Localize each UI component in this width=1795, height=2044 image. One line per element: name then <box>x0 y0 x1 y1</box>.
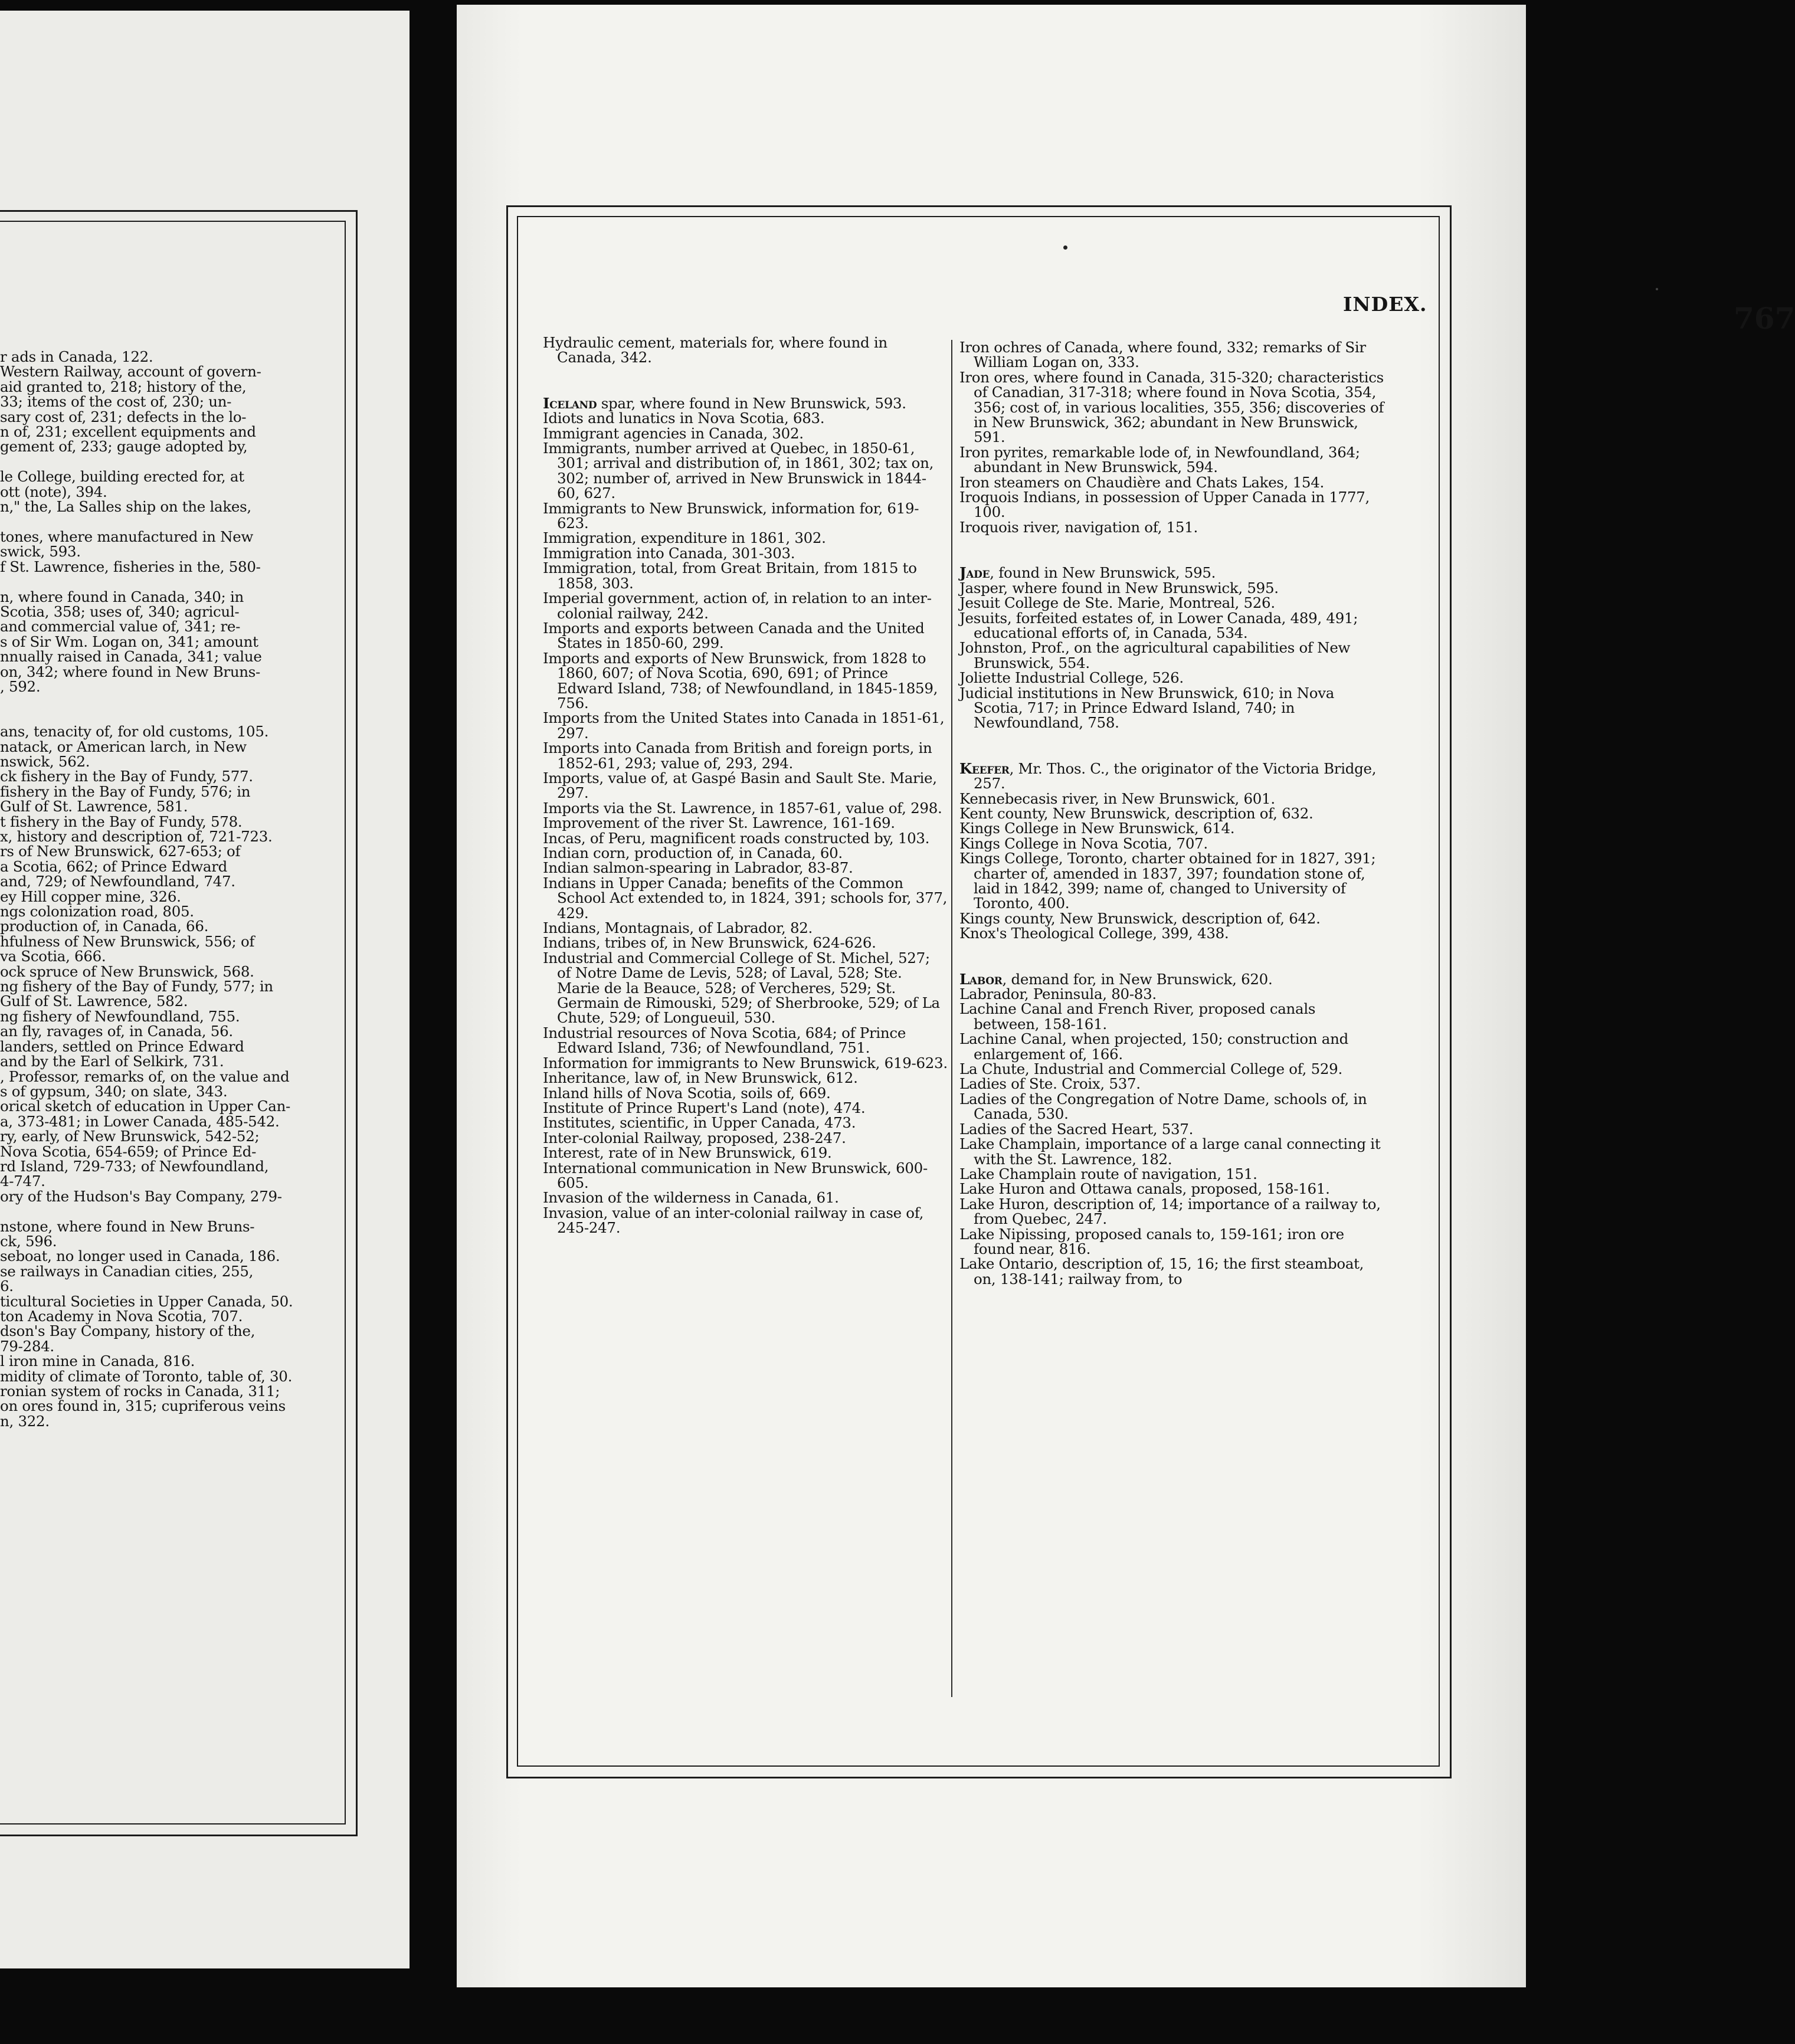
index-entry <box>959 1256 1384 1286</box>
left-page-line: nswick, 562. <box>0 752 90 770</box>
left-page-line: Nova Scotia, 654-659; of Prince Ed- <box>0 1142 257 1160</box>
index-entry-text: , found in New Brunswick, 595. <box>990 564 1216 582</box>
left-page-line: , 592. <box>0 677 41 695</box>
left-facing-page <box>0 11 410 1968</box>
index-entry-text: Ladies of the Sacred Heart, 537. <box>959 1120 1194 1138</box>
index-entry-text: Invasion of the wilderness in Canada, 61. <box>543 1189 839 1207</box>
index-entry-text: , demand for, in New Brunswick, 620. <box>1002 970 1273 988</box>
left-page-line: on, 342; where found in New Bruns- <box>0 663 261 680</box>
index-entry <box>543 441 948 501</box>
index-entry <box>959 761 1384 791</box>
left-page-line: and commercial value of, 341; re- <box>0 618 241 636</box>
index-entry <box>959 611 1384 641</box>
left-page-line: seboat, no longer used in Canada, 186. <box>0 1247 280 1265</box>
index-entry <box>543 876 948 921</box>
index-entry-text: Judicial institutions in New Brunswick, 610; in Nova Scotia, 717; in Prince Edward Island, 740; in Newfoundland, 758. <box>959 684 1335 732</box>
index-entry-text: Improvement of the river St. Lawrence, 161-169. <box>543 814 895 832</box>
index-entry-text: Ladies of the Congregation of Notre Dame, schools of, in Canada, 530. <box>959 1090 1367 1123</box>
index-entry-text: Industrial and Commercial College of St. Michel, 527; of Notre Dame de Levis, 528; of Laval, 528; Ste. Marie de la Beauce, 528; of Vercheres, 529; St. Germain de Rimouski, 529; of Sherbrooke, 529; of La Chute, 529; of Longueuil, 530. <box>543 949 940 1027</box>
index-entry-text: Imports and exports between Canada and the United States in 1850-60, 299. <box>543 619 925 652</box>
index-entry <box>959 1136 1384 1167</box>
index-entry-text: Ladies of Ste. Croix, 537. <box>959 1075 1141 1093</box>
index-entry-text: Invasion, value of an inter-colonial railway in case of, 245-247. <box>543 1204 924 1237</box>
index-entry <box>543 860 948 875</box>
index-entry <box>959 670 1384 685</box>
index-entry <box>543 710 948 741</box>
index-entry <box>543 1131 948 1145</box>
index-entry-text: Lachine Canal and French River, proposed canals between, 158-161. <box>959 1000 1316 1033</box>
index-entry <box>543 411 948 425</box>
index-entry <box>959 1031 1384 1062</box>
index-entry-text: Joliette Industrial College, 526. <box>959 669 1184 687</box>
index-entry-text: Lachine Canal, when projected, 150; construction and enlargement of, 166. <box>959 1030 1348 1063</box>
index-entry <box>959 1062 1384 1076</box>
index-entry <box>543 530 948 545</box>
left-page-line: nnually raised in Canada, 341; value <box>0 648 262 666</box>
index-entry <box>959 972 1384 987</box>
index-entry <box>543 771 948 801</box>
left-page-line: 79-284. <box>0 1337 54 1355</box>
left-page-line: va Scotia, 666. <box>0 948 106 965</box>
index-entry-text: Industrial resources of Nova Scotia, 684; of Prince Edward Island, 736; of Newfoundland, 751. <box>543 1024 906 1057</box>
index-entry-text: Indians, tribes of, in New Brunswick, 624-626. <box>543 934 876 952</box>
left-page-line: t fishery in the Bay of Fundy, 578. <box>0 813 243 830</box>
left-page-line: a Scotia, 662; of Prince Edward <box>0 857 227 875</box>
index-entry <box>543 815 948 830</box>
index-entry-text: Kings College in New Brunswick, 614. <box>959 820 1235 837</box>
left-page-line: ey Hill copper mine, 326. <box>0 887 181 905</box>
index-entry <box>543 846 948 860</box>
left-page-line: ry, early, of New Brunswick, 542-52; <box>0 1128 260 1145</box>
left-page-line <box>0 709 330 724</box>
index-entry-text: International communication in New Brunswick, 600-605. <box>543 1159 928 1191</box>
left-page-line: Scotia, 358; uses of, 340; agricul- <box>0 602 240 620</box>
index-entry <box>543 501 948 531</box>
left-page-line: ck fishery in the Bay of Fundy, 577. <box>0 768 253 785</box>
index-entry-text: Lake Nipissing, proposed canals to, 159-161; iron ore found near, 816. <box>959 1225 1344 1257</box>
index-entry-text: Institutes, scientific, in Upper Canada, 473. <box>543 1114 856 1132</box>
left-page-line: and, 729; of Newfoundland, 747. <box>0 873 235 890</box>
index-entry-text: Iron ores, where found in Canada, 315-320; characteristics of Canadian, 317-318; where found in Nova Scotia, 354, 356; cost of, in various localities, 355, 356; discoveries of in New Brunswick, 362; abundant in New Brunswick, 591. <box>959 368 1384 446</box>
left-page-line: fishery in the Bay of Fundy, 576; in <box>0 782 251 800</box>
index-entry-text: Lake Champlain, importance of a large canal connecting it with the St. Lawrence, 182. <box>959 1135 1381 1168</box>
index-entry-text: Hydraulic cement, materials for, where found in Canada, 342. <box>543 334 887 366</box>
left-page-line: dson's Bay Company, history of the, <box>0 1322 256 1340</box>
left-page-line: nstone, where found in New Bruns- <box>0 1217 255 1235</box>
index-entry-text: Lake Huron and Ottawa canals, proposed, 158-161. <box>959 1180 1330 1198</box>
index-entry <box>543 801 948 815</box>
index-entry <box>543 1145 948 1160</box>
letter-section-gap <box>959 731 1384 761</box>
index-entry <box>959 806 1384 821</box>
index-entry <box>959 595 1384 610</box>
index-entry <box>543 741 948 771</box>
left-page-index-fragments <box>0 349 330 1429</box>
index-entry-text: Labrador, Peninsula, 80-83. <box>959 985 1157 1003</box>
index-entry-text: Iron steamers on Chaudière and Chats Lakes, 154. <box>959 473 1324 491</box>
left-page-line: n, where found in Canada, 340; in <box>0 588 244 605</box>
left-page-line: hfulness of New Brunswick, 556; of <box>0 932 255 950</box>
left-page-line: Gulf of St. Lawrence, 582. <box>0 992 188 1010</box>
left-page-line <box>0 454 330 469</box>
page-number: 767 <box>1734 301 1795 336</box>
index-entry <box>959 565 1384 580</box>
index-entry <box>543 426 948 441</box>
index-entry <box>543 1070 948 1085</box>
index-entry-text: Indians in Upper Canada; benefits of the Common School Act extended to, in 1824, 391; schools for, 377, 429. <box>543 874 948 922</box>
index-entry <box>959 370 1384 445</box>
index-entry-text: Kings College in Nova Scotia, 707. <box>959 834 1208 852</box>
index-entry-text: Iron ochres of Canada, where found, 332; remarks of Sir William Logan on, 333. <box>959 339 1366 371</box>
left-page-line <box>0 574 330 589</box>
left-page-line: rd Island, 729-733; of Newfoundland, <box>0 1157 269 1175</box>
index-entry-text: Imports, value of, at Gaspé Basin and Sault Ste. Marie, 297. <box>543 769 937 802</box>
index-entry-text: Immigration into Canada, 301-303. <box>543 544 795 562</box>
index-entry-text: Inland hills of Nova Scotia, soils of, 669. <box>543 1084 831 1102</box>
letter-section-gap <box>543 365 948 396</box>
left-page-line: 6. <box>0 1278 14 1295</box>
left-page-line: ans, tenacity of, for old customs, 105. <box>0 723 269 741</box>
left-page-line: ticultural Societies in Upper Canada, 50. <box>0 1292 293 1310</box>
index-entry-text: Incas, of Peru, magnificent roads constructed by, 103. <box>543 829 930 847</box>
left-page-line: an fly, ravages of, in Canada, 56. <box>0 1023 233 1040</box>
left-page-line: orical sketch of education in Upper Can- <box>0 1098 291 1115</box>
index-entry <box>543 1056 948 1070</box>
index-entry-lead: Labor <box>959 970 1003 988</box>
left-page-line: swick, 593. <box>0 543 81 561</box>
index-entry <box>959 520 1384 535</box>
index-entry <box>543 935 948 950</box>
left-page-line: 33; items of the cost of, 230; un- <box>0 393 232 411</box>
index-entry <box>959 1001 1384 1031</box>
index-entry-lead: Iceland <box>543 394 597 412</box>
left-page-line: se railways in Canadian cities, 255, <box>0 1262 254 1280</box>
left-page-line: n, 322. <box>0 1412 50 1430</box>
left-page-line: tones, where manufactured in New <box>0 528 254 545</box>
index-entry-text: Lake Huron, description of, 14; importance of a railway to, from Quebec, 247. <box>959 1195 1381 1228</box>
index-entry <box>959 490 1384 520</box>
left-page-line <box>0 694 330 709</box>
index-entry-text: Iron pyrites, remarkable lode of, in Newfoundland, 364; abundant in New Brunswick, 594. <box>959 443 1360 476</box>
index-entry <box>543 591 948 621</box>
index-entry-text: Imports into Canada from British and foreign ports, in 1852-61, 293; value of, 293, 294. <box>543 739 932 772</box>
index-entry <box>959 836 1384 851</box>
left-page-line: ng fishery of the Bay of Fundy, 577; in <box>0 978 273 995</box>
index-entry <box>543 1115 948 1130</box>
index-entry <box>959 821 1384 836</box>
index-entry-text: Lake Champlain route of navigation, 151. <box>959 1165 1257 1182</box>
index-entry <box>959 445 1384 475</box>
index-entry-text: Iroquois river, navigation of, 151. <box>959 518 1198 536</box>
index-entry-lead: Keefer <box>959 759 1010 777</box>
index-entry <box>543 1206 948 1236</box>
index-entry-text: Immigrants to New Brunswick, information for, 619-623. <box>543 499 919 532</box>
index-entry-text: Information for immigrants to New Brunswick, 619-623. <box>543 1054 948 1072</box>
index-entry <box>959 340 1384 370</box>
left-page-line: rs of New Brunswick, 627-653; of <box>0 843 241 860</box>
index-entry <box>959 581 1384 595</box>
print-speck <box>1656 288 1658 290</box>
index-entry-text: Jesuit College de Ste. Marie, Montreal, 526. <box>959 594 1275 612</box>
print-speck <box>1063 245 1067 250</box>
index-entry-text: Kings College, Toronto, charter obtained for in 1827, 391; charter of, amended in 1837, 397; foundation stone of, laid in 1842, 399; name of, changed to University of Toronto, 400. <box>959 850 1376 912</box>
index-entry <box>959 1122 1384 1136</box>
index-entry <box>959 1076 1384 1091</box>
left-page-line: natack, or American larch, in New <box>0 738 247 755</box>
left-page-line: ock spruce of New Brunswick, 568. <box>0 962 254 980</box>
left-page-line <box>0 514 330 529</box>
index-entry <box>543 546 948 561</box>
index-entry <box>959 686 1384 731</box>
index-entry-text: Inheritance, law of, in New Brunswick, 612. <box>543 1069 858 1087</box>
left-page-line: Western Railway, account of govern- <box>0 363 261 381</box>
index-entry-text: Idiots and lunatics in Nova Scotia, 683. <box>543 410 825 427</box>
index-entry-text: Imports and exports of New Brunswick, from 1828 to 1860, 607; of Nova Scotia, 690, 691; of Prince Edward Island, 738; of Newfoundland, in 1845-1859, 756. <box>543 649 938 712</box>
index-entry <box>543 1190 948 1205</box>
index-entry-text: Kent county, New Brunswick, description of, 632. <box>959 804 1314 822</box>
index-entry <box>959 791 1384 806</box>
index-entry-text: Jesuits, forfeited estates of, in Lower Canada, 489, 491; educational efforts of, in Canada, 534. <box>959 609 1358 641</box>
index-entry <box>543 921 948 935</box>
index-entry <box>959 911 1384 926</box>
index-entry-text: Jasper, where found in New Brunswick, 595. <box>959 579 1279 597</box>
index-entry-text: Imports from the United States into Canada in 1851-61, 297. <box>543 709 945 742</box>
left-page-line: ronian system of rocks in Canada, 311; <box>0 1383 280 1400</box>
left-page-line: landers, settled on Prince Edward <box>0 1037 244 1055</box>
index-entry-text: Iroquois Indians, in possession of Upper Canada in 1777, 100. <box>959 489 1370 521</box>
left-page-line: production of, in Canada, 66. <box>0 918 209 935</box>
index-entry-text: Johnston, Prof., on the agricultural capabilities of New Brunswick, 554. <box>959 639 1351 671</box>
left-page-line: gement of, 233; gauge adopted by, <box>0 438 248 456</box>
left-page-line: f St. Lawrence, fisheries in the, 580- <box>0 558 261 575</box>
index-entry-text: Knox's Theological College, 399, 438. <box>959 925 1229 942</box>
left-page-line: x, history and description of, 721-723. <box>0 828 273 845</box>
index-entry-text: Immigration, total, from Great Britain, from 1815 to 1858, 303. <box>543 559 917 592</box>
index-entry-text: Indian salmon-spearing in Labrador, 83-87. <box>543 859 853 877</box>
left-page-line: s of gypsum, 340; on slate, 343. <box>0 1082 228 1100</box>
left-page-line: ton Academy in Nova Scotia, 707. <box>0 1308 243 1325</box>
left-page-line: l iron mine in Canada, 816. <box>0 1352 195 1370</box>
left-page-line: 4-747. <box>0 1172 45 1190</box>
index-entry-lead: Jade <box>959 564 990 582</box>
index-entry-text: Imperial government, action of, in relation to an inter-colonial railway, 242. <box>543 589 932 622</box>
running-head: INDEX. <box>1343 293 1427 316</box>
left-page-line: and by the Earl of Selkirk, 731. <box>0 1053 224 1070</box>
index-entry-text: La Chute, Industrial and Commercial College of, 529. <box>959 1060 1342 1078</box>
index-entry-text: Immigration, expenditure in 1861, 302. <box>543 529 826 547</box>
index-entry <box>543 831 948 846</box>
index-entry-text: Indians, Montagnais, of Labrador, 82. <box>543 919 813 937</box>
index-entry <box>543 621 948 651</box>
index-entry <box>959 1197 1384 1227</box>
index-entry-text: Immigrant agencies in Canada, 302. <box>543 424 804 442</box>
left-page-line: le College, building erected for, at <box>0 468 244 486</box>
index-entry <box>543 1161 948 1191</box>
left-page-line: sary cost of, 231; defects in the lo- <box>0 408 247 425</box>
index-entry-text: Interest, rate of in New Brunswick, 619. <box>543 1144 832 1162</box>
index-entry-text: Lake Ontario, description of, 15, 16; the first steamboat, on, 138-141; railway from, to <box>959 1255 1364 1288</box>
index-entry <box>959 1167 1384 1181</box>
index-entry <box>959 1181 1384 1196</box>
left-page-line: ott (note), 394. <box>0 483 107 500</box>
index-column-right <box>959 340 1384 1286</box>
index-entry-text: spar, where found in New Brunswick, 593. <box>597 394 906 412</box>
index-entry-text: Institute of Prince Rupert's Land (note), 474. <box>543 1099 866 1116</box>
index-entry <box>959 926 1384 941</box>
index-entry-text: Kings county, New Brunswick, description of, 642. <box>959 909 1321 927</box>
left-page-line: on ores found in, 315; cupriferous veins <box>0 1397 286 1415</box>
index-entry <box>959 851 1384 911</box>
index-entry-text: , Mr. Thos. C., the originator of the Victoria Bridge, 257. <box>974 759 1377 792</box>
left-page-line: ng fishery of Newfoundland, 755. <box>0 1007 240 1025</box>
left-page-line: midity of climate of Toronto, table of, 30. <box>0 1367 293 1385</box>
left-page-line: a, 373-481; in Lower Canada, 485-542. <box>0 1112 280 1130</box>
index-entry <box>959 987 1384 1001</box>
index-entry <box>543 561 948 591</box>
left-page-line: ngs colonization road, 805. <box>0 903 194 921</box>
left-page-line: aid granted to, 218; history of the, <box>0 378 247 395</box>
index-column-left <box>543 335 948 1236</box>
index-entry <box>543 335 948 365</box>
index-entry <box>543 951 948 1026</box>
left-page-line: ck, 596. <box>0 1232 57 1250</box>
index-page <box>457 5 1795 1987</box>
left-page-line: r ads in Canada, 122. <box>0 348 153 365</box>
index-entry <box>543 1086 948 1100</box>
column-divider <box>951 340 952 1697</box>
letter-section-gap <box>959 535 1384 565</box>
left-page-line: , Professor, remarks of, on the value and <box>0 1067 290 1085</box>
index-entry <box>959 475 1384 490</box>
index-entry <box>959 640 1384 670</box>
left-page-line: s of Sir Wm. Logan on, 341; amount <box>0 633 258 650</box>
left-page-line: n," the, La Salles ship on the lakes, <box>0 498 251 516</box>
left-page-line <box>0 1204 330 1218</box>
letter-section-gap <box>959 941 1384 972</box>
index-entry <box>543 1026 948 1056</box>
left-page-line: n of, 231; excellent equipments and <box>0 423 256 441</box>
index-entry-text: Kennebecasis river, in New Brunswick, 601. <box>959 790 1275 807</box>
index-entry-text: Imports via the St. Lawrence, in 1857-61, value of, 298. <box>543 799 942 817</box>
index-entry-text: Immigrants, number arrived at Quebec, in 1850-61, 301; arrival and distribution of, in 1861, 302; tax on, 302; number of, arrived in New Brunswick in 1844-60, 627. <box>543 440 934 502</box>
index-entry <box>959 1092 1384 1122</box>
index-entry <box>959 1227 1384 1257</box>
index-entry-text: Indian corn, production of, in Canada, 60. <box>543 844 843 862</box>
index-entry <box>543 1100 948 1115</box>
index-entry <box>543 396 948 411</box>
left-page-line: ory of the Hudson's Bay Company, 279- <box>0 1187 282 1205</box>
index-entry-text: Inter-colonial Railway, proposed, 238-247. <box>543 1129 846 1147</box>
index-entry <box>543 651 948 711</box>
left-page-line: Gulf of St. Lawrence, 581. <box>0 798 188 815</box>
